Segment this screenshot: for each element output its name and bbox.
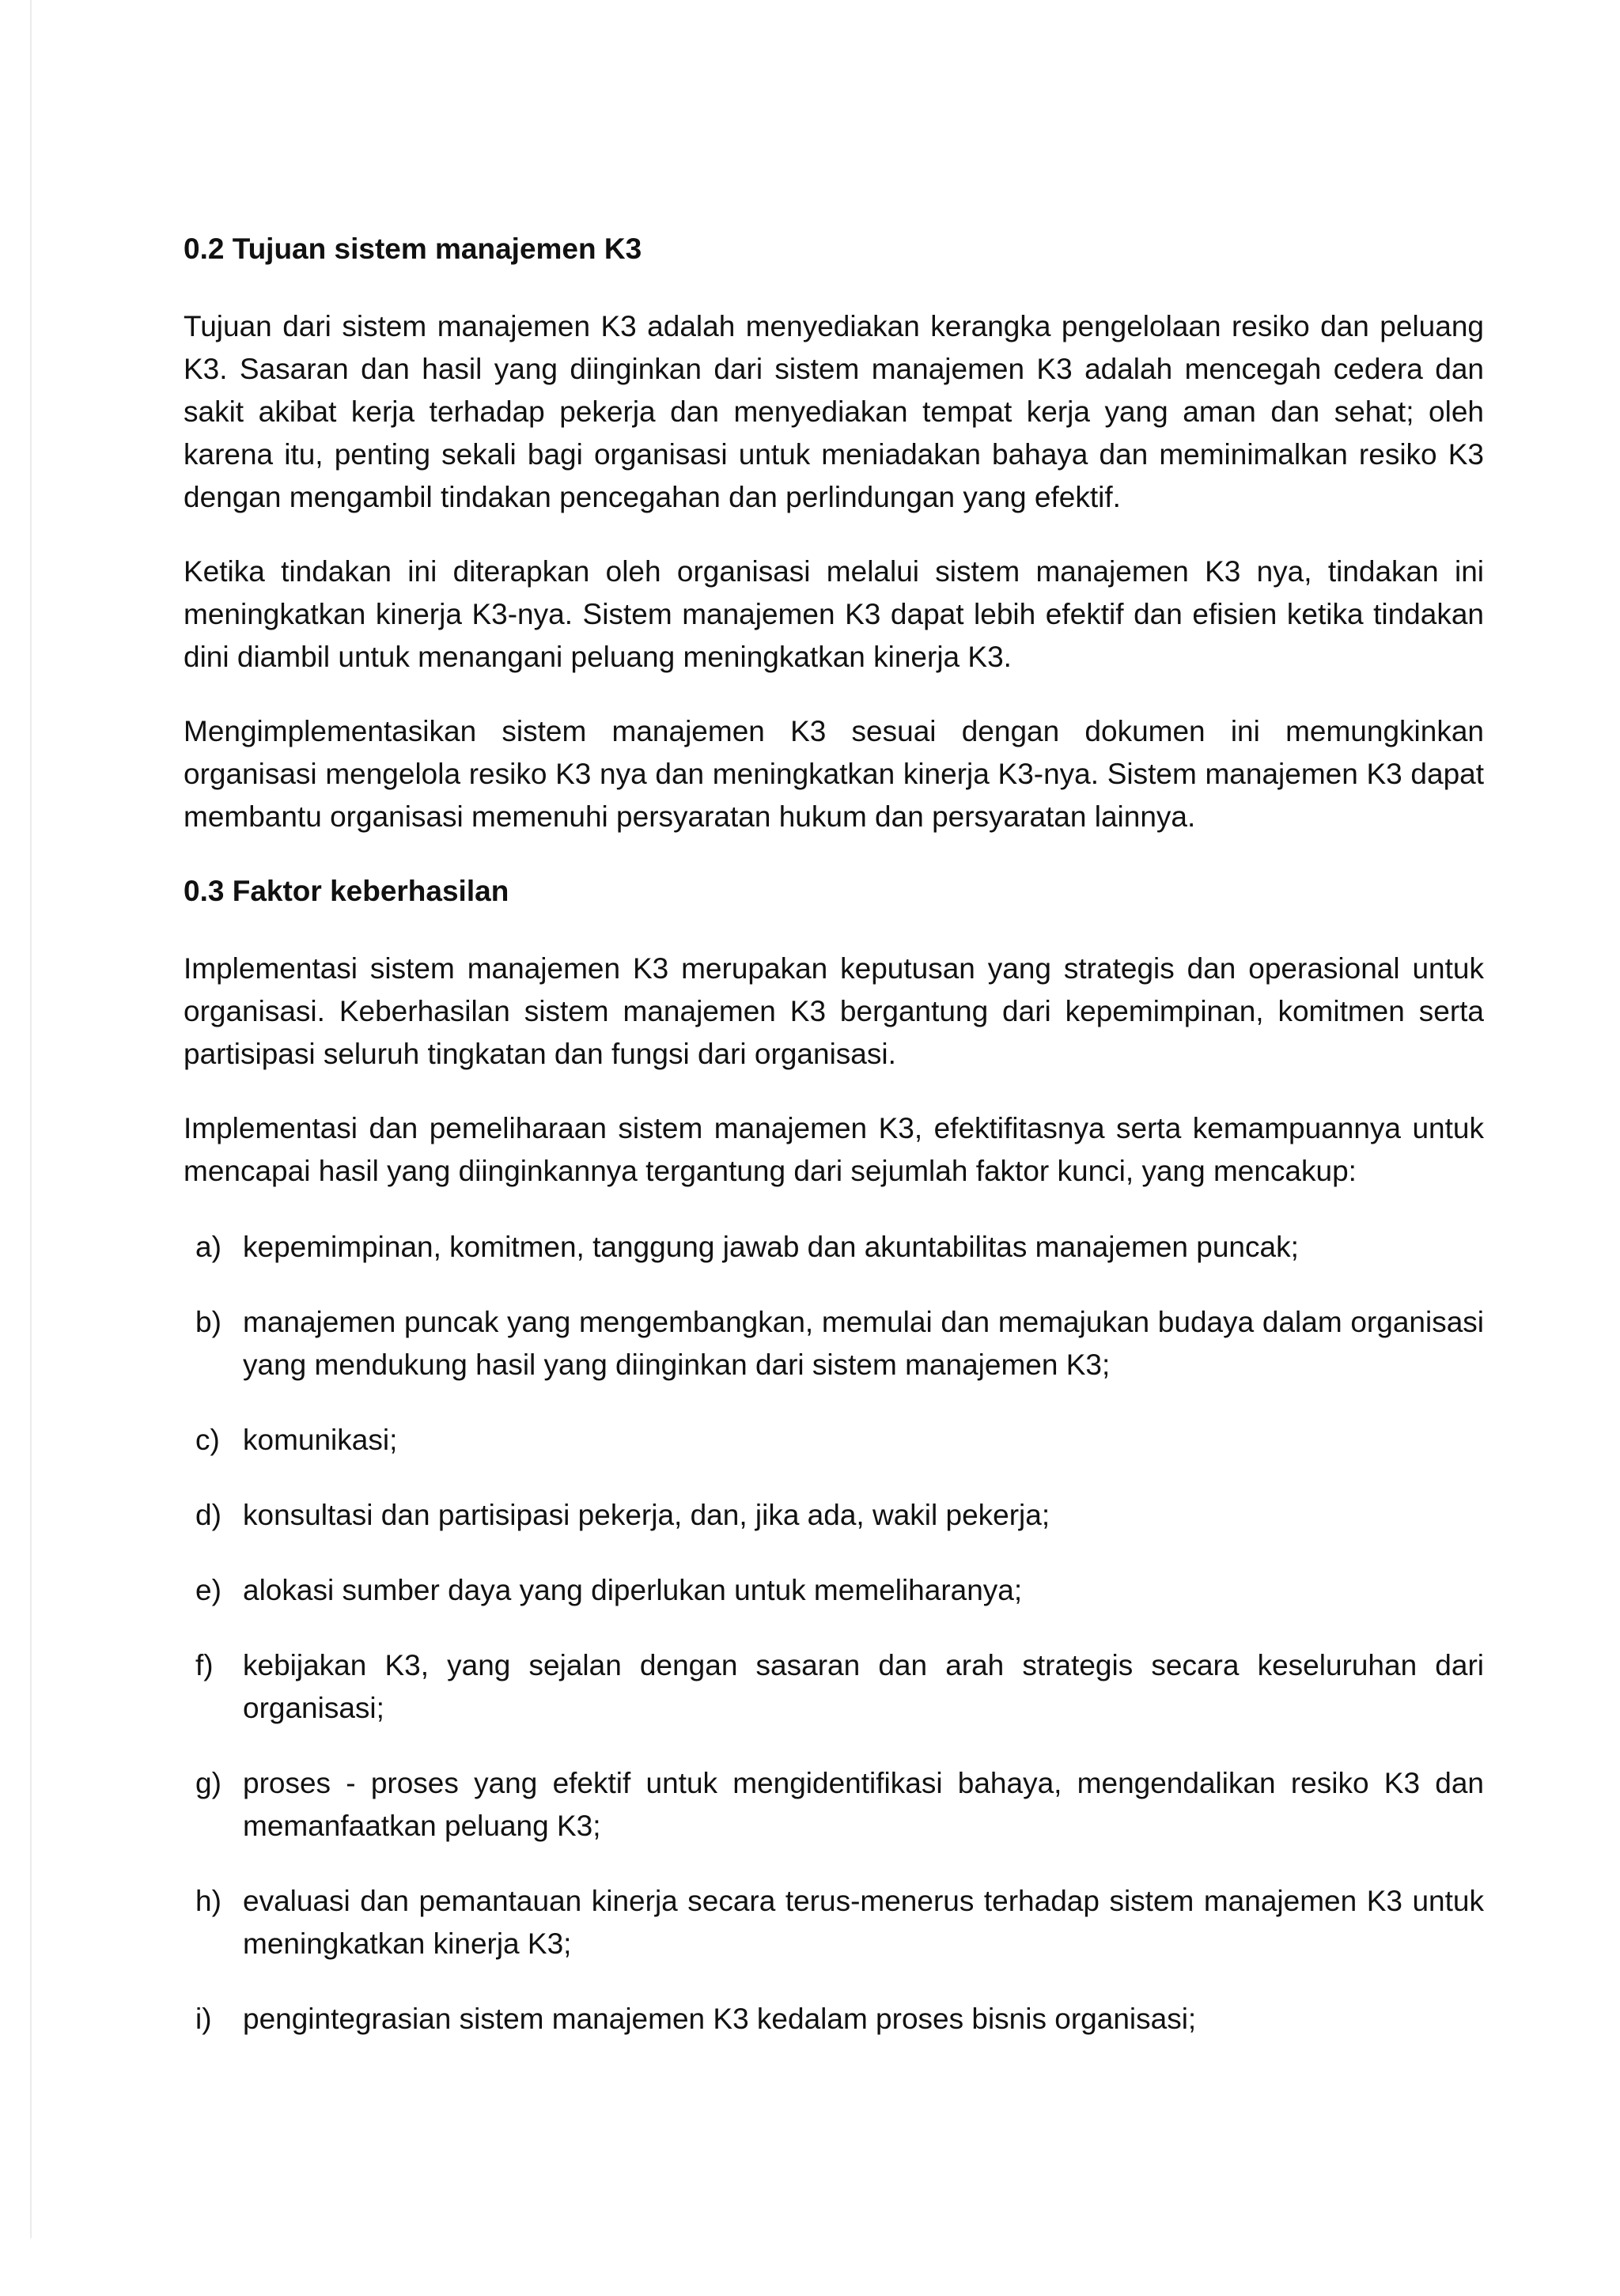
list-marker: e)	[195, 1574, 221, 1606]
section-0-3-paragraph-1: Implementasi sistem manajemen K3 merupakan keputusan yang strategis dan operasional untuk organisasi. Keberhasilan sistem manajemen K3 bergantung dari kepemimpinan, komitmen serta partisipasi seluruh tingkatan dan fungsi dari organisasi.	[184, 952, 1484, 1070]
document-body	[184, 228, 1484, 2073]
list-marker: f)	[195, 1649, 214, 1681]
list-item	[184, 1644, 1484, 1730]
list-item-text: konsultasi dan partisipasi pekerja, dan, jika ada, wakil pekerja;	[243, 1499, 1050, 1531]
list-item	[184, 1301, 1484, 1386]
section-0-2-paragraph-3: Mengimplementasikan sistem manajemen K3 sesuai dengan dokumen ini memungkinkan organisasi mengelola resiko K3 nya dan meningkatkan kinerja K3-nya. Sistem manajemen K3 dapat membantu organisasi memenuhi persyaratan hukum dan persyaratan lainnya.	[184, 715, 1484, 833]
list-item	[184, 1226, 1484, 1269]
list-item	[184, 1762, 1484, 1848]
list-item-text: pengintegrasian sistem manajemen K3 kedalam proses bisnis organisasi;	[243, 2003, 1197, 2035]
key-factors-list	[184, 1226, 1484, 2041]
list-item	[184, 1569, 1484, 1612]
list-item-text: kepemimpinan, komitmen, tanggung jawab dan akuntabilitas manajemen puncak;	[243, 1231, 1299, 1263]
list-marker: b)	[195, 1306, 221, 1338]
list-marker: c)	[195, 1424, 220, 1456]
list-item-text: proses - proses yang efektif untuk mengidentifikasi bahaya, mengendalikan resiko K3 dan memanfaatkan peluang K3;	[243, 1767, 1484, 1842]
list-item	[184, 1880, 1484, 1965]
page-edge-line	[30, 0, 32, 2238]
list-marker: h)	[195, 1885, 221, 1917]
list-item	[184, 1494, 1484, 1537]
list-item-text: evaluasi dan pemantauan kinerja secara terus-menerus terhadap sistem manajemen K3 untuk meningkatkan kinerja K3;	[243, 1885, 1484, 1960]
section-0-2-paragraph-2: Ketika tindakan ini diterapkan oleh organisasi melalui sistem manajemen K3 nya, tindakan ini meningkatkan kinerja K3-nya. Sistem manajemen K3 dapat lebih efektif dan efisien ketika tindakan dini diambil untuk menangani peluang meningkatkan kinerja K3.	[184, 555, 1484, 673]
section-0-2-heading: 0.2 Tujuan sistem manajemen K3	[184, 233, 642, 265]
section-0-2-paragraph-1: Tujuan dari sistem manajemen K3 adalah menyediakan kerangka pengelolaan resiko dan peluang K3. Sasaran dan hasil yang diinginkan dari sistem manajemen K3 adalah mencegah cedera dan sakit akibat kerja terhadap pekerja dan menyediakan tempat kerja yang aman dan sehat; oleh karena itu, penting sekali bagi organisasi untuk meniadakan bahaya dan meminimalkan resiko K3 dengan mengambil tindakan pencegahan dan perlindungan yang efektif.	[184, 310, 1484, 513]
list-item-text: kebijakan K3, yang sejalan dengan sasaran dan arah strategis secara keseluruhan dari organisasi;	[243, 1649, 1484, 1724]
list-item-text: komunikasi;	[243, 1424, 398, 1456]
list-marker: a)	[195, 1231, 221, 1263]
list-marker: i)	[195, 2003, 212, 2035]
section-0-3-heading: 0.3 Faktor keberhasilan	[184, 875, 509, 907]
list-marker: g)	[195, 1767, 221, 1799]
list-item-text: alokasi sumber daya yang diperlukan untuk memeliharanya;	[243, 1574, 1023, 1606]
section-0-3-paragraph-2: Implementasi dan pemeliharaan sistem manajemen K3, efektifitasnya serta kemampuannya untuk mencapai hasil yang diinginkannya tergantung dari sejumlah faktor kunci, yang mencakup:	[184, 1112, 1484, 1187]
list-item-text: manajemen puncak yang mengembangkan, memulai dan memajukan budaya dalam organisasi yang mendukung hasil yang diinginkan dari sistem manajemen K3;	[243, 1306, 1484, 1381]
list-marker: d)	[195, 1499, 221, 1531]
list-item	[184, 1998, 1484, 2041]
list-item	[184, 1419, 1484, 1462]
